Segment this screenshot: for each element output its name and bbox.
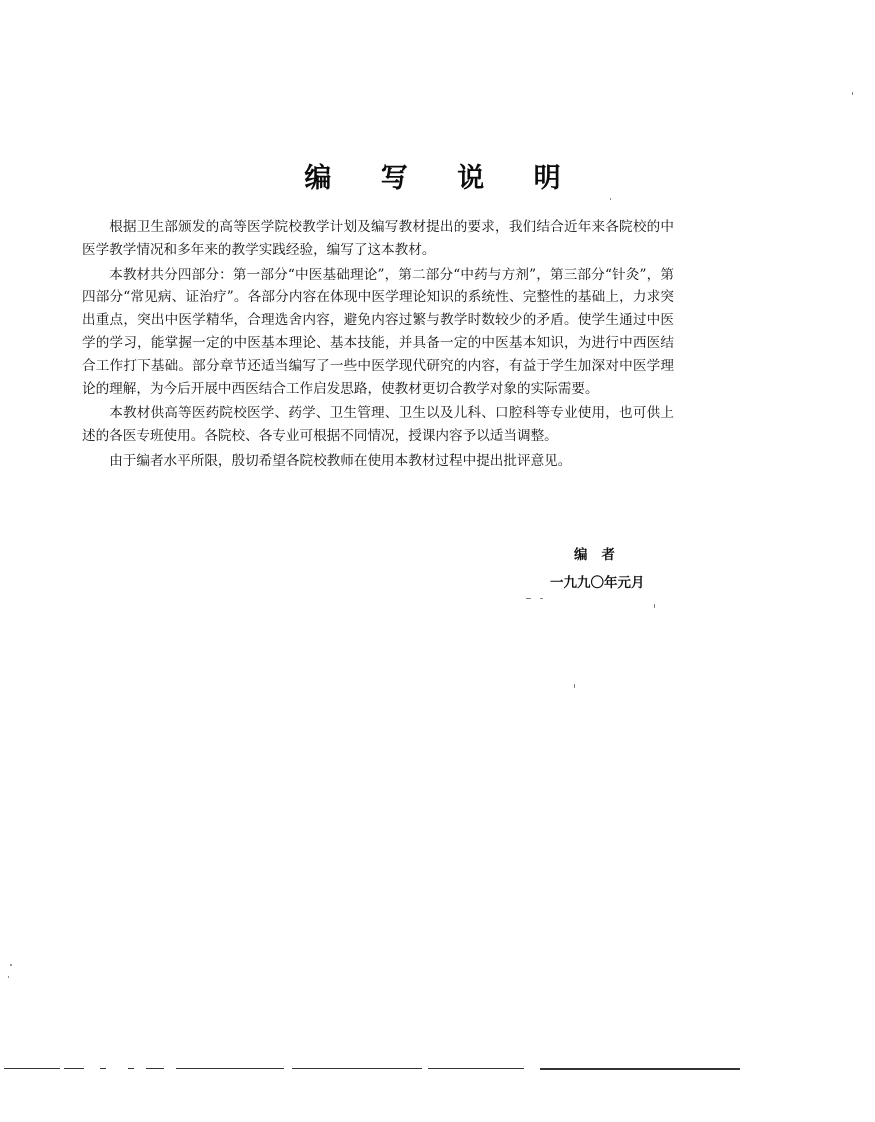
paragraph-3: 本教材供高等医药院校医学、药学、卫生管理、卫生以及儿科、口腔科等专业使用，也可供上述的各医专班使用。各院校、各专业可根据不同情况，授课内容予以适当调整。	[82, 405, 674, 445]
scan-line-segment	[4, 1068, 60, 1069]
scan-line-segment	[100, 1068, 106, 1069]
scan-speck	[574, 684, 575, 688]
paragraph-2: 本教材共分四部分：第一部分“中医基础理论”，第二部分“中药与方剂”，第三部分“针灸”，第四部分“常见病、证治疗”。各部分内容在体现中医学理论知识的系统性、完整性的基础上，力求突出重点，突出中医学精华，合理选舍内容，避免内容过繁与教学时数较少的矛盾。使学生通过中医学的学习，能掌握一定的中医基本理论、基本技能，并具备一定的中医基本知识，为进行中西医结合工作打下基础。部分章节还适当编写了一些中医学现代研究的内容，有益于学生加深对中医学理论的理解，为今后开展中西医结合工作启发思路，使教材更切合教学对象的实际需要。	[82, 266, 674, 397]
paragraph-1: 根据卫生部颁发的高等医学院校教学计划及编写教材提出的要求，我们结合近年来各院校的中医学教学情况和多年来的教学实践经验，编写了这本教材。	[82, 219, 674, 258]
page-title: 编 写 说 明	[304, 163, 581, 194]
scan-speck	[8, 976, 9, 978]
scan-speck	[540, 598, 543, 599]
scan-line-segment	[146, 1068, 164, 1069]
scan-line-segment	[64, 1068, 84, 1069]
signature-block	[540, 541, 660, 597]
scan-speck	[10, 964, 12, 966]
body-text	[82, 216, 674, 473]
scan-line-segment	[128, 1068, 134, 1069]
paragraph-4: 由于编者水平所限，殷切希望各院校教师在使用本教材过程中提出批评意见。	[109, 452, 572, 469]
signature-author: 编者	[574, 547, 629, 563]
scan-speck	[610, 198, 611, 200]
scan-speck	[526, 598, 531, 599]
signature-date: 一九九〇年元月	[550, 575, 645, 591]
scan-line-segment	[540, 1068, 740, 1070]
scan-line-segment	[428, 1068, 524, 1069]
scan-speck	[654, 604, 655, 608]
scan-line-segment	[176, 1068, 284, 1069]
scan-speck	[852, 92, 853, 95]
scan-line-segment	[292, 1068, 422, 1069]
